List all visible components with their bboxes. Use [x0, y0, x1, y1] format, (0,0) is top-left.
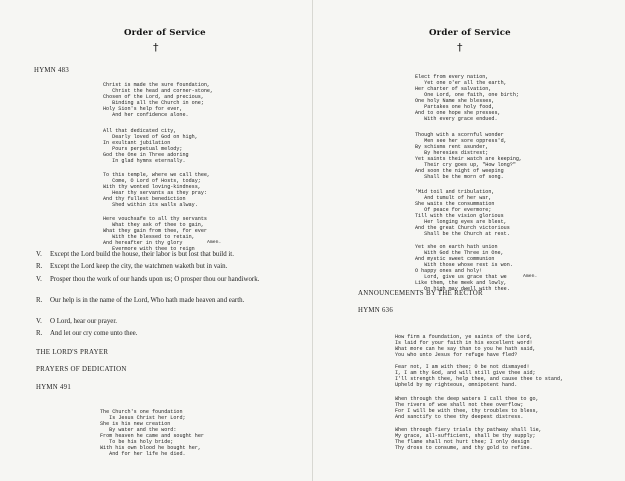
hymn-483-stanza-3: To this temple, where we call thee, Come, O Lord of Hosts, today; With thy wonted loving-kindness, Hear thy servants as they pray: And thy fullest benediction Shed within its walls alway.	[103, 172, 210, 208]
hymn-483-stanza-2: All that dedicated city, Dearly loved of God on high, In exultant jubilation Pours perpetual melody; God the One in Three adoring In glad hymns eternally.	[103, 128, 198, 164]
hymn-636-stanza-3: When through the deep waters I call thee to go, The rivers of woe shall not thee overflow; For I will be with thee, thy troubles to bless, And sanctify to thee thy deepest distress.	[395, 396, 539, 420]
announcements-heading: ANNOUNCEMENTS BY THE RECTOR	[358, 290, 483, 297]
page-heading: Order of Service	[429, 28, 511, 38]
hymn-636-stanza-1: How firm a foundation, ye saints of the Lord, Is laid for your faith in his excellent word! What more can he say than to you he hath said, You who unto Jesus for refuge have fled?	[395, 334, 536, 358]
right-page	[313, 0, 625, 481]
lords-prayer-heading: THE LORD'S PRAYER	[36, 349, 109, 356]
hymn-491-stanza-4: 'Mid toil and tribulation, And tumult of her war, She waits the consummation Of peace for evermore; Till with the vision glorious Her longing eyes are blest, And the great Church victorious Shall be the Church at rest.	[415, 189, 510, 237]
hymn-491-stanza-3: Though with a scornful wonder Men see her sore oppress'd, By schisms rent asunder, By heresies distrest; Yet saints their watch are keeping, Their cry goes up, "How long?" And soon the night of weeping Shall be the morn of song.	[415, 132, 522, 180]
hymn-483-stanza-1: Christ is made the sure foundation, Christ the head and corner-stone, Chosen of the Lord, and precious, Binding all the Church in one; Holy Sion's help for ever, And her confidence alone.	[103, 82, 214, 118]
left-page: Order of Service † HYMN 483 Christ is made the sure foundation, Christ the head and corner-stone, Chosen of the Lord, and precious, Binding all the Church in one; Holy Sion's help for ever, And her confidence alone. All that dedicated city, Dearly loved of God on high, In exultant jubilation Pours perpetual melody; God the One in Three adoring In glad hymns eternally. To this temple, where we call thee, Come, O Lord of Hosts, today; With thy wonted loving-kindness, Hear thy servants as they pray: And thy fullest benediction Shed within its walls alway. Here vouchsafe to all thy servants What they ask of thee to gain, What they gain from thee, for ever With the blessed to retain, And hereafter in thy glory Evermore with thee to reign Amen. V. Except the Lord build the house, their labor is but lost that build it. R. Except the Lord keep the city, the watchmen waketh but in vain. V. Prosper thou the work of our hands upon us; O prosper thou our handiwork. R. Our help is in the name of the Lord, Who hath made heaven and earth. V. O Lord, hear our prayer. R. And let our cry come unto thee. THE LORD'S PRAYER PRAYERS OF DEDICATION HYMN 491 The Church's one foundation Is Jesus Christ her Lord; She is his new creation By water and the word: From heaven he came and sought her To be his holy bride; With his own blood he bought her, And for her life he died.	[0, 0, 313, 481]
hymn-483-stanza-4: Here vouchsafe to all thy servants What they ask of thee to gain, What they gain from thee, for ever With the blessed to retain, And hereafter in thy glory Evermore with thee to reign	[103, 216, 207, 252]
hymn-483-amen: Amen.	[207, 240, 222, 245]
hymn-491-stanza-5: Yet she on earth hath union With God the Three in One, And mystic sweet communion With those whose rest is won. O happy ones and holy! Lord, give us grace that we Like them, the meek and lowly, On high may dwell with thee.	[415, 244, 513, 292]
hymn-483-label: HYMN 483	[34, 67, 70, 74]
hymn-491-stanza-2: Elect from every nation, Yet one o'er all the earth, Her charter of salvation, One Lord, one faith, one birth; One holy Name she blesses, Partakes one holy food, And to one hope she presses, With every grace endued.	[415, 74, 519, 122]
prayers-dedication-heading: PRAYERS OF DEDICATION	[36, 366, 127, 373]
hymn-636-stanza-2: Fear not, I am with thee; O be not dismayed! I, I am thy God, and will still give thee aid; I'll strength thee, help thee, and cause thee to stand, Upheld by my righteous, omnipotent hand.	[395, 364, 564, 388]
cross-icon: †	[153, 41, 159, 54]
hymn-491-label: HYMN 491	[36, 384, 72, 391]
hymn-491-stanza-1: The Church's one foundation Is Jesus Christ her Lord; She is his new creation By water and the word: From heaven he came and sought her To be his holy bride; With his own blood he bought her, And for her life he died.	[100, 409, 204, 457]
hymn-636-stanza-4: When through fiery trials thy pathway shall lie, My grace, all-sufficient, shall be thy supply; The flame shall not hurt thee; I only design Thy dross to consume, and thy gold to refine.	[395, 427, 542, 451]
hymn-491-amen: Amen.	[523, 274, 538, 279]
cross-icon: †	[457, 41, 463, 54]
page-heading: Order of Service	[124, 28, 206, 38]
hymn-636-label: HYMN 636	[358, 307, 394, 314]
